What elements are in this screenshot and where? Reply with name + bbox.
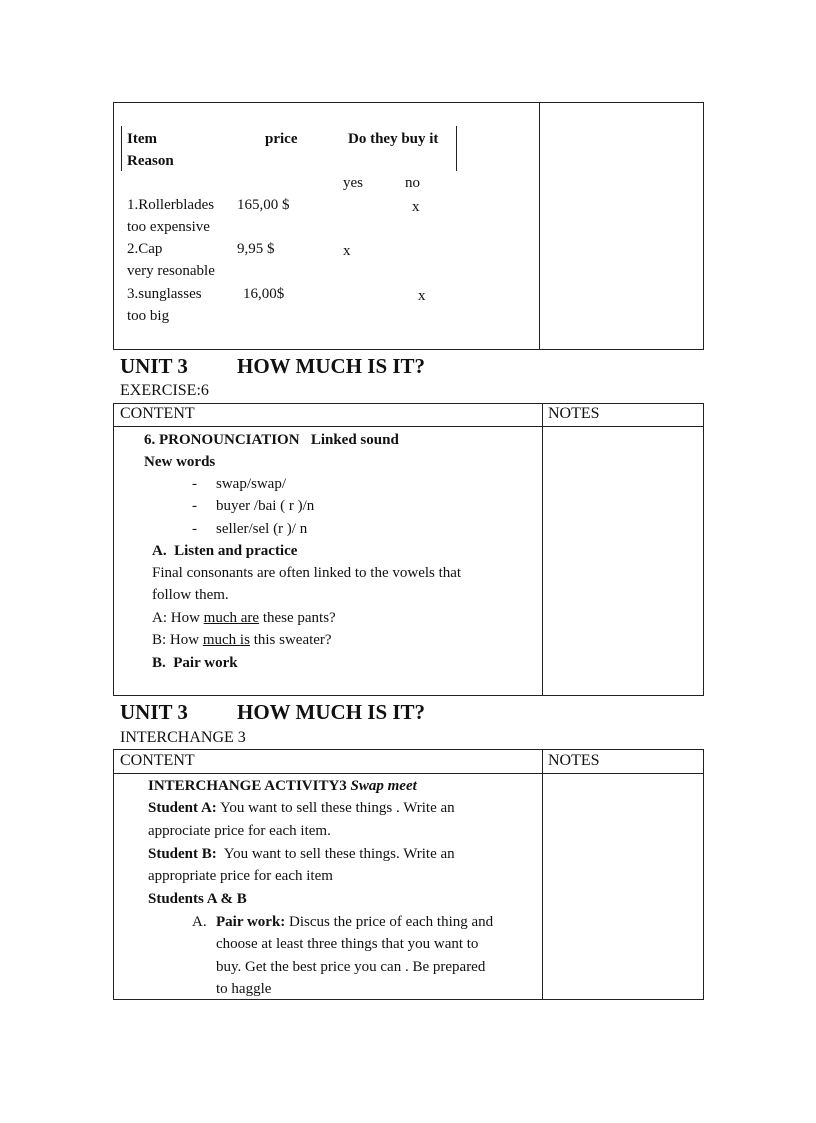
- listen-text-2: follow them.: [152, 587, 229, 603]
- example-a-linked: much are: [203, 610, 260, 626]
- notes-header-3: NOTES: [548, 752, 600, 769]
- interchange-table-header-rule: [113, 773, 704, 774]
- example-b-post: this sweater?: [249, 632, 332, 648]
- student-b-text2: appropriate price for each item: [148, 868, 333, 884]
- pair-work-heading: [152, 652, 238, 674]
- row-2-price: 9,95 $: [237, 241, 275, 257]
- example-b: [152, 629, 332, 651]
- activity-heading: [148, 775, 417, 797]
- word-3: seller/sel (r )/ n: [216, 521, 308, 537]
- row-3-price: 16,00$: [243, 286, 285, 302]
- row-2-mark: x: [343, 243, 351, 259]
- unit-title-2: HOW MUCH IS IT?: [237, 354, 426, 378]
- listen-text-1: Final consonants are often linked to the vowels that: [152, 565, 462, 581]
- row-3-reason: too big: [127, 308, 170, 324]
- word-1: swap/swap/: [216, 476, 286, 492]
- exercise-label: EXERCISE:6: [120, 382, 209, 399]
- student-a-text1: You want to sell these things . Write an: [219, 800, 455, 816]
- word-2: buyer /bai ( r )/n: [216, 498, 315, 514]
- interchange-label: INTERCHANGE 3: [120, 729, 246, 746]
- pair-work-text1: Discus the price of each thing and: [289, 914, 494, 930]
- pair-work-title: Pair work: [173, 655, 238, 671]
- row-3-item: 3.sunglasses: [127, 286, 202, 302]
- row-1-price: 165,00 $: [237, 197, 290, 213]
- col-reason-header: Reason: [127, 153, 174, 169]
- row-2-item: 2.Cap: [127, 241, 163, 257]
- pair-work-letter: B.: [152, 655, 166, 671]
- listen-title: Listen and practice: [174, 543, 298, 559]
- inner-header-right-bar: [456, 126, 457, 171]
- pair-work-text4: to haggle: [216, 981, 272, 997]
- student-b-text1: You want to sell these things. Write an: [223, 846, 455, 862]
- student-b-line1: [148, 843, 455, 865]
- example-b-linked: much is: [202, 632, 250, 648]
- inner-header-left-bar: [121, 126, 122, 171]
- unit-title-3: HOW MUCH IS IT?: [237, 700, 426, 724]
- student-a-text2: approciate price for each item.: [148, 823, 331, 839]
- interchange-table-divider: [542, 749, 543, 1000]
- col-buy-header: Do they buy it: [348, 131, 439, 147]
- unit-label-2: UNIT 3: [120, 354, 188, 378]
- content-header-2: CONTENT: [120, 405, 195, 422]
- exercise-table-divider: [542, 403, 543, 696]
- row-1-mark: x: [412, 199, 420, 215]
- col-yes-header: yes: [343, 175, 363, 191]
- student-b-label: Student B:: [148, 846, 217, 862]
- pronunciation-heading-num: 6. PRONOUNCIATION: [144, 432, 300, 448]
- student-a-label: Student A:: [148, 800, 217, 816]
- col-item-header: Item: [127, 131, 157, 147]
- pronunciation-heading-rest: Linked sound: [310, 432, 399, 448]
- example-a: [152, 607, 336, 629]
- word-bullet-1: -: [192, 476, 197, 492]
- row-2-reason: very resonable: [127, 263, 215, 279]
- example-b-pre: B: How: [152, 632, 203, 648]
- notes-header-2: NOTES: [548, 405, 600, 422]
- listen-letter: A.: [152, 543, 167, 559]
- col-no-header: no: [405, 175, 420, 191]
- new-words-label: New words: [144, 454, 216, 470]
- pair-work-line1: [216, 911, 493, 933]
- student-a-line1: [148, 797, 455, 819]
- row-1-reason: too expensive: [127, 219, 210, 235]
- row-1-item: 1.Rollerblades: [127, 197, 215, 213]
- pair-work-text2: choose at least three things that you want to: [216, 936, 479, 952]
- pair-work-text3: buy. Get the best price you can . Be prepared: [216, 959, 486, 975]
- pair-work-label-3: Pair work:: [216, 914, 286, 930]
- exercise-table-header-rule: [113, 426, 704, 427]
- word-bullet-2: -: [192, 498, 197, 514]
- example-a-post: these pants?: [259, 610, 336, 626]
- content-header-3: CONTENT: [120, 752, 195, 769]
- students-ab-label: Students A & B: [148, 891, 247, 907]
- pair-work-letter-3: A.: [192, 914, 207, 930]
- word-bullet-3: -: [192, 521, 197, 537]
- activity-subtitle: Swap meet: [350, 778, 417, 794]
- example-a-pre: A: How: [152, 610, 204, 626]
- unit-label-3: UNIT 3: [120, 700, 188, 724]
- listen-heading: [152, 540, 297, 562]
- pronunciation-heading: [144, 429, 399, 451]
- col-price-header: price: [265, 131, 298, 147]
- row-3-mark: x: [418, 288, 426, 304]
- activity-title: INTERCHANGE ACTIVITY3: [148, 778, 347, 794]
- price-table-divider: [539, 102, 540, 350]
